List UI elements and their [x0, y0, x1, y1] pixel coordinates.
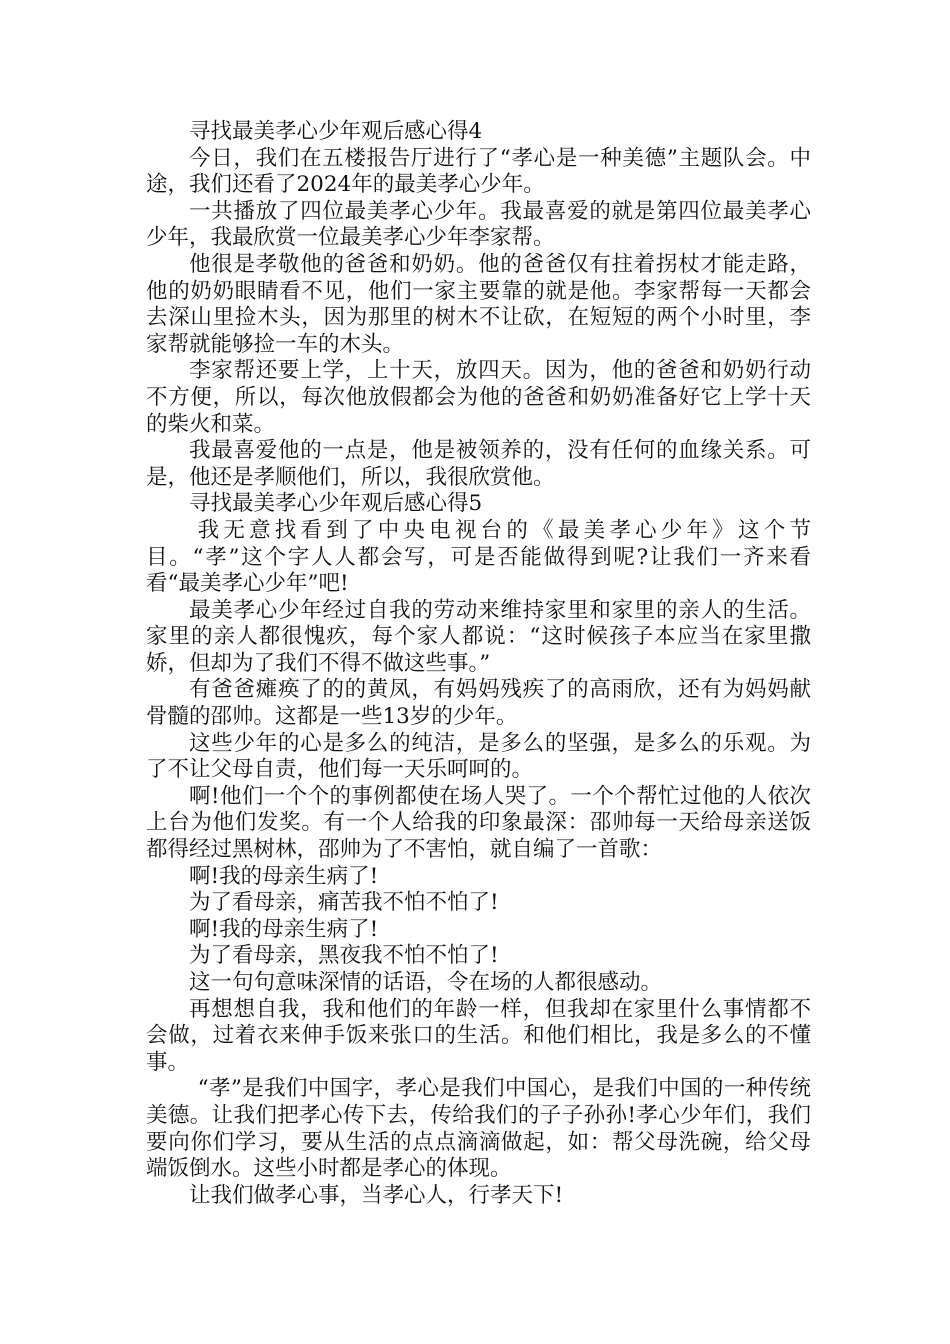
- paragraph: 他很是孝敬他的爸爸和奶奶。他的爸爸仅有拄着拐杖才能走路，他的奶奶眼睛看不见，他们一家主要靠的就是他。李家帮每一天都会去深山里捡木头，因为那里的树木不让砍，在短短的两个小时里，李家帮就能够捡一车的木头。: [146, 251, 811, 357]
- poem-line: 啊!我的母亲生病了!: [189, 916, 379, 942]
- paragraph: 李家帮还要上学，上十天，放四天。因为，他的爸爸和奶奶行动不方便，所以，每次他放假都会为他的爸爸和奶奶准备好它上学十天的柴火和菜。: [146, 358, 811, 437]
- paragraph: 今日，我们在五楼报告厅进行了“孝心是一种美德”主题队会。中途，我们还看了2024年的最美孝心少年。: [146, 145, 811, 198]
- paragraph: 啊!他们一个个的事例都使在场人哭了。一个个帮忙过他的人依次上台为他们发奖。有一个人给我的印象最深：邵帅每一天给母亲送饭都得经过黑树林，邵帅为了不害怕，就自编了一首歌：: [146, 783, 811, 863]
- paragraph: 有爸爸瘫痪了的的黄凤，有妈妈残疾了的高雨欣，还有为妈妈献骨髓的邵帅。这都是一些13岁的少年。: [146, 677, 811, 730]
- paragraph: 这些少年的心是多么的纯洁，是多么的坚强，是多么的乐观。为了不让父母自责，他们每一天乐呵呵的。: [146, 730, 811, 783]
- paragraph: 一共播放了四位最美孝心少年。我最喜爱的就是第四位最美孝心少年，我最欣赏一位最美孝心少年李家帮。: [146, 198, 811, 251]
- paragraph: 最美孝心少年经过自我的劳动来维持家里和家里的亲人的生活。家里的亲人都很愧疚，每个家人都说：“这时候孩子本应当在家里撒娇，但却为了我们不得不做这些事。”: [146, 597, 811, 676]
- paragraph: 这一句句意味深情的话语，令在场的人都很感动。: [189, 970, 663, 995]
- poem-line: 为了看母亲，痛苦我不怕不怕了!: [189, 890, 499, 916]
- poem-line: 啊!我的母亲生病了!: [189, 863, 379, 889]
- document-body: [146, 119, 811, 1209]
- poem-line: 为了看母亲，黑夜我不怕不怕了!: [189, 943, 499, 969]
- paragraph: “孝”是我们中国字，孝心是我们中国心，是我们中国的一种传统美德。让我们把孝心传下去，传给我们的子子孙孙!孝心少年们，我们要向你们学习，要从生活的点点滴滴做起，如：帮父母洗碗，给父母端饭倒水。这些小时都是孝心的体现。: [146, 1076, 811, 1182]
- paragraph: 我最喜爱他的一点是，他是被领养的，没有任何的血缘关系。可是，他还是孝顺他们，所以，我很欣赏他。: [146, 438, 811, 490]
- paragraph: 让我们做孝心事，当孝心人，行孝天下!: [189, 1182, 564, 1208]
- paragraph: 我无意找看到了中央电视台的《最美孝心少年》这个节目。“孝”这个字人人都会写，可是否能做得到呢?让我们一齐来看看“最美孝心少年”吧!: [146, 517, 811, 597]
- section-heading: 寻找最美孝心少年观后感心得4: [189, 119, 483, 144]
- section-heading: 寻找最美孝心少年观后感心得5: [189, 491, 483, 517]
- paragraph: 再想想自我，我和他们的年龄一样，但我却在家里什么事情都不会做，过着衣来伸手饭来张口的生活。和他们相比，我是多么的不懂事。: [146, 996, 811, 1075]
